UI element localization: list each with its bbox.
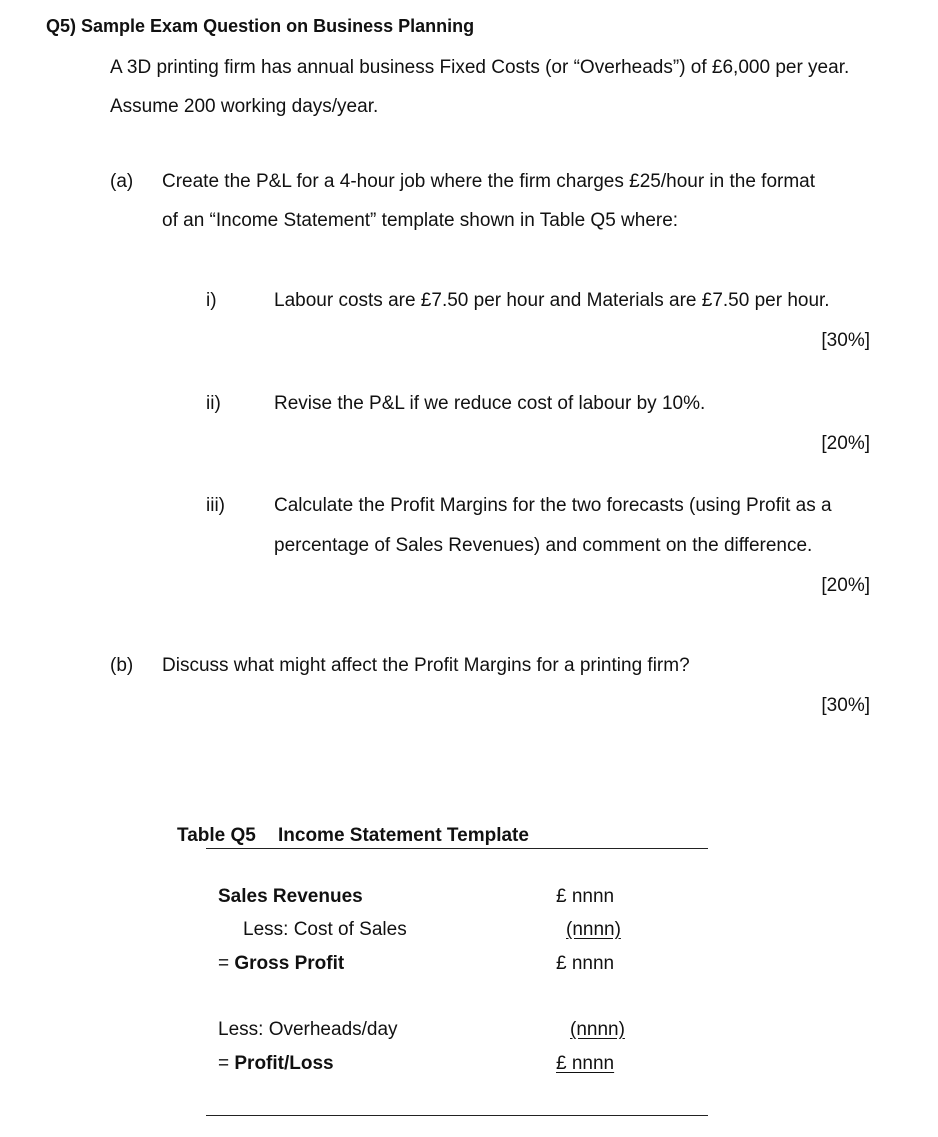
part-a-text-line-2: of an “Income Statement” template shown in Table Q5 where: <box>162 210 679 231</box>
item-iii-label: iii) <box>206 495 225 516</box>
item-i-text: Labour costs are £7.50 per hour and Materials are £7.50 per hour. <box>274 290 830 311</box>
row-gross-profit-prefix: = <box>218 953 235 974</box>
row-profit-loss-value: £ nnnn <box>556 1053 615 1074</box>
item-ii-marks: [20%] <box>821 433 870 454</box>
row-overheads-label: Less: Overheads/day <box>218 1019 398 1040</box>
intro-line-2: Assume 200 working days/year. <box>110 96 379 117</box>
table-caption-number: Table Q5 <box>177 825 256 846</box>
row-overheads-value: (nnnn) <box>570 1019 625 1040</box>
part-a-text-line-1: Create the P&L for a 4-hour job where the firm charges £25/hour in the format <box>162 171 816 192</box>
question-title: Q5) Sample Exam Question on Business Planning <box>46 16 475 36</box>
row-profit-loss <box>218 1053 334 1075</box>
item-ii-text: Revise the P&L if we reduce cost of labour by 10%. <box>274 393 706 414</box>
row-gross-profit-label: Gross Profit <box>234 953 345 974</box>
part-a-label: (a) <box>110 171 134 192</box>
item-i-label: i) <box>206 290 217 311</box>
row-gross-profit-value: £ nnnn <box>556 953 615 974</box>
row-profit-loss-label: Profit/Loss <box>234 1053 334 1074</box>
row-cost-of-sales-value: (nnnn) <box>566 919 621 940</box>
row-sales-revenues-label: Sales Revenues <box>218 886 363 907</box>
row-sales-revenues-value: £ nnnn <box>556 886 615 907</box>
row-cost-of-sales-label: Less: Cost of Sales <box>243 919 407 940</box>
item-iii-text-line-1: Calculate the Profit Margins for the two forecasts (using Profit as a <box>274 495 832 516</box>
item-iii-text-line-2: percentage of Sales Revenues) and comment on the difference. <box>274 535 813 556</box>
table-caption-title: Income Statement Template <box>278 825 529 846</box>
item-ii-label: ii) <box>206 393 221 414</box>
part-b-marks: [30%] <box>821 695 870 716</box>
item-iii-marks: [20%] <box>821 575 870 596</box>
part-b-label: (b) <box>110 655 134 676</box>
table-bottom-rule <box>206 1115 708 1116</box>
part-b-text: Discuss what might affect the Profit Margins for a printing firm? <box>162 655 690 676</box>
table-top-rule <box>206 848 708 849</box>
row-gross-profit <box>218 953 344 975</box>
intro-line-1: A 3D printing firm has annual business Fixed Costs (or “Overheads”) of £6,000 per year. <box>110 57 850 78</box>
item-i-marks: [30%] <box>821 330 870 351</box>
row-profit-loss-prefix: = <box>218 1053 235 1074</box>
